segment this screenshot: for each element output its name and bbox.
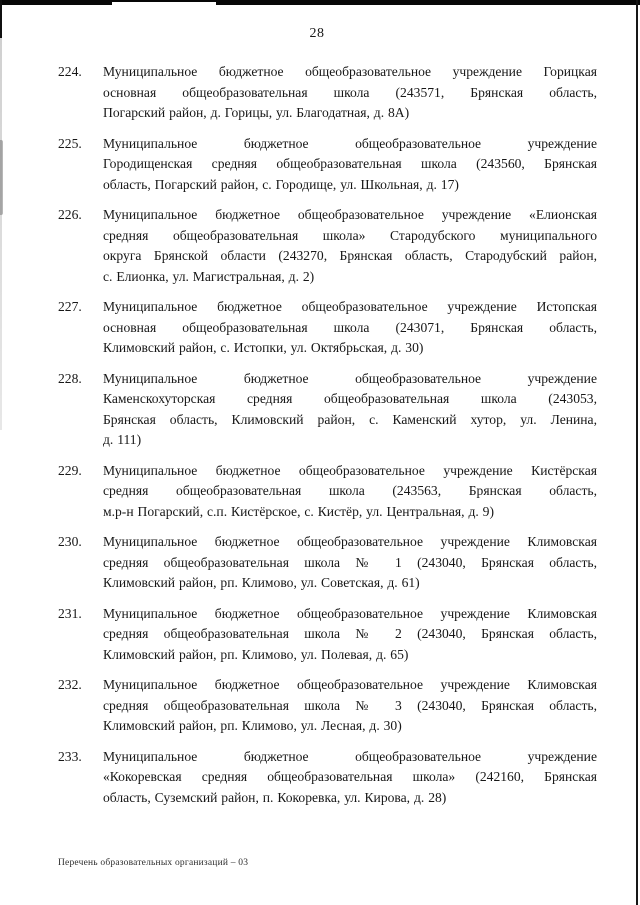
list-item — [58, 369, 597, 451]
text-line: Климовский район, рп. Климово, ул. Советская, д. 61) — [103, 575, 420, 590]
text-line: Климовский район, рп. Климово, ул. Лесная, д. 30) — [103, 718, 402, 733]
item-text — [103, 747, 597, 809]
text-line: Муниципальное бюджетное общеобразовательное учреждение «Елионская — [103, 207, 597, 222]
list-item — [58, 675, 597, 737]
text-line: Муниципальное бюджетное общеобразовательное учреждение Климовская — [103, 605, 597, 621]
scan-edge-right — [636, 0, 638, 905]
page-number: 28 — [309, 26, 325, 41]
item-text — [103, 297, 597, 359]
text-line: средняя общеобразовательная школа № 3 (243040, Брянская область, — [103, 697, 597, 713]
text-line: Муниципальное бюджетное общеобразовательное учреждение Климовская — [103, 677, 597, 692]
text-line: основная общеобразовательная школа (243571, Брянская область, — [103, 84, 597, 100]
text-line: область, Суземский район, п. Кокоревка, ул. Кирова, д. 28) — [103, 789, 447, 805]
item-number: 229. — [58, 462, 82, 478]
scan-edge-top-gap — [112, 2, 216, 5]
scan-edge-left-smudge — [0, 140, 3, 215]
list-item — [58, 297, 597, 359]
text-line: Брянская область, Климовский район, с. Каменский хутор, ул. Ленина, — [103, 411, 597, 427]
list-item — [58, 532, 597, 594]
item-number: 231. — [58, 605, 82, 621]
item-text — [103, 62, 597, 124]
list-item — [58, 134, 597, 196]
text-line: основная общеобразовательная школа (243071, Брянская область, — [103, 319, 597, 335]
item-number: 226. — [58, 207, 82, 222]
text-line: Муниципальное бюджетное общеобразовательное учреждение — [103, 370, 597, 386]
text-line: Климовский район, с. Истопки, ул. Октябрьская, д. 30) — [103, 340, 424, 355]
item-text — [103, 134, 597, 196]
item-number: 227. — [58, 299, 82, 314]
text-line: средняя общеобразовательная школа» Стародубского муниципального — [103, 227, 597, 243]
text-line: Каменскохуторская средняя общеобразовательная школа (243053, — [103, 391, 597, 406]
footer-note: Перечень образовательных организаций – 03 — [58, 858, 249, 868]
list-item — [58, 205, 597, 287]
text-line: Муниципальное бюджетное общеобразовательное учреждение — [103, 135, 597, 151]
text-line: «Кокоревская средняя общеобразовательная школа» (242160, Брянская — [103, 769, 597, 784]
text-line: с. Елионка, ул. Магистральная, д. 2) — [103, 268, 315, 284]
item-number: 230. — [58, 534, 82, 549]
text-line: средняя общеобразовательная школа № 1 (243040, Брянская область, — [103, 554, 597, 570]
text-line: Муниципальное бюджетное общеобразовательное учреждение Горицкая — [103, 64, 597, 79]
text-line: Муниципальное бюджетное общеобразовательное учреждение Кистёрская — [103, 462, 597, 478]
list-item — [58, 461, 597, 523]
item-text — [103, 461, 597, 523]
text-line: Муниципальное бюджетное общеобразовательное учреждение Климовская — [103, 534, 597, 549]
text-line: д. 111) — [103, 432, 142, 447]
list-item — [58, 747, 597, 809]
item-number: 233. — [58, 748, 82, 764]
text-line: область, Погарский район, с. Городище, ул. Школьная, д. 17) — [103, 176, 459, 192]
text-line: Климовский район, рп. Климово, ул. Полевая, д. 65) — [103, 646, 409, 662]
text-line: Погарский район, д. Горицы, ул. Благодатная, д. 8А) — [103, 105, 410, 120]
item-text — [103, 675, 597, 737]
text-line: м.р-н Погарский, с.п. Кистёрское, с. Кистёр, ул. Центральная, д. 9) — [103, 503, 495, 519]
item-text — [103, 205, 597, 287]
item-text — [103, 369, 597, 451]
text-line: Городищенская средняя общеобразовательная школа (243560, Брянская — [103, 156, 597, 171]
scan-edge-top — [0, 0, 640, 5]
text-line: средняя общеобразовательная школа № 2 (243040, Брянская область, — [103, 626, 597, 641]
text-line: Муниципальное бюджетное общеобразовательное учреждение — [103, 748, 597, 764]
item-number: 225. — [58, 135, 82, 151]
item-number: 224. — [58, 64, 82, 79]
text-line: Муниципальное бюджетное общеобразовательное учреждение Истопская — [103, 299, 597, 314]
item-text — [103, 532, 597, 594]
item-number: 232. — [58, 677, 82, 692]
item-text — [103, 604, 597, 666]
text-line: средняя общеобразовательная школа (243563, Брянская область, — [103, 483, 597, 498]
list-item — [58, 604, 597, 666]
item-number: 228. — [58, 370, 82, 386]
org-list — [58, 62, 597, 818]
scan-edge-left — [0, 38, 2, 430]
list-item — [58, 62, 597, 124]
text-line: округа Брянской области (243270, Брянская область, Стародубский район, — [103, 248, 597, 263]
